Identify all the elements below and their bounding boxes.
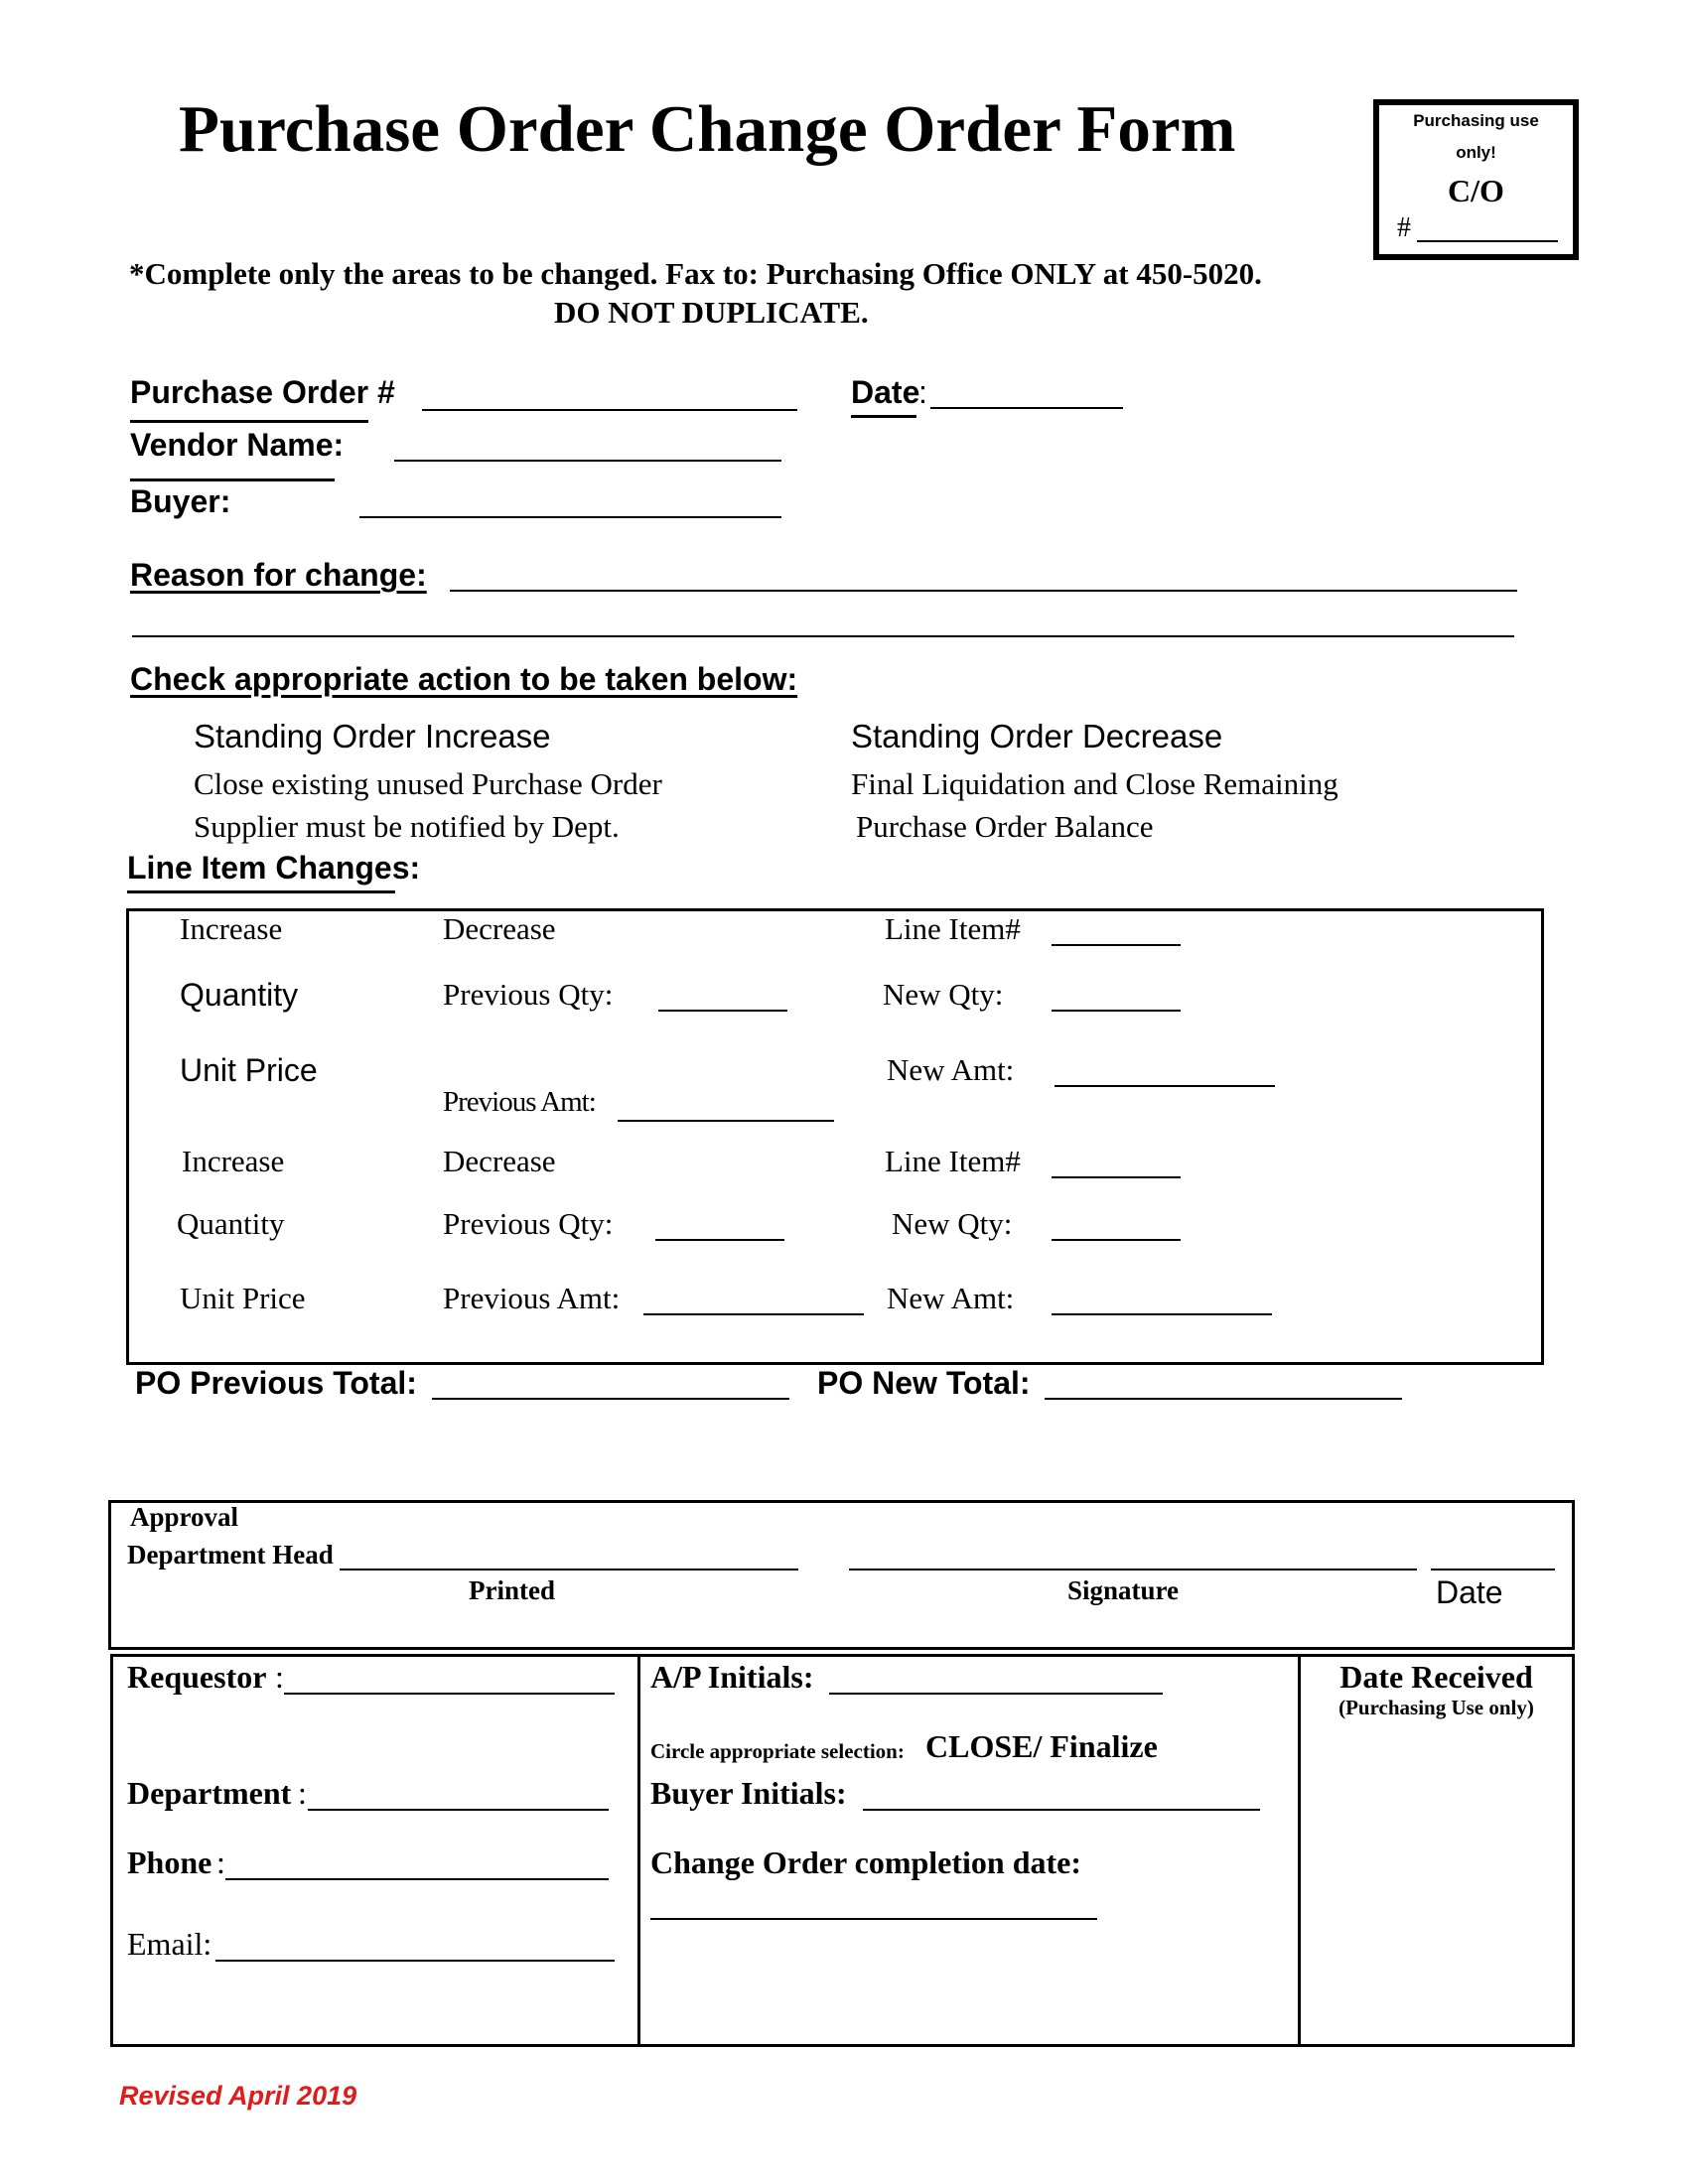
standing-order-increase[interactable]: Standing Order Increase	[194, 718, 551, 754]
department-field[interactable]	[308, 1809, 609, 1811]
new-amt-label-2: New Amt:	[887, 1281, 1015, 1315]
decrease-option-2[interactable]: Decrease	[443, 1144, 556, 1178]
date-field[interactable]	[930, 407, 1123, 409]
purchasing-use-only-note: (Purchasing Use only)	[1338, 1696, 1534, 1719]
po-number-label: Purchase Order #	[130, 374, 395, 410]
new-qty-field-2[interactable]	[1052, 1239, 1181, 1241]
ap-initials-label: A/P Initials:	[650, 1659, 814, 1695]
buyer-initials-label: Buyer Initials:	[650, 1775, 847, 1811]
line-item-number-label-1: Line Item#	[885, 911, 1021, 946]
purchasing-use-box	[1373, 99, 1579, 260]
line-item-box	[126, 908, 1544, 1365]
email-field[interactable]	[215, 1960, 615, 1962]
completion-date-field[interactable]	[650, 1918, 1097, 1920]
buyer-field[interactable]	[359, 516, 781, 518]
co-number-label: #	[1397, 212, 1411, 243]
new-amt-label-1: New Amt:	[887, 1052, 1015, 1087]
quantity-option-2[interactable]: Quantity	[177, 1206, 285, 1241]
revised-date: Revised April 2019	[119, 2081, 357, 2111]
approval-box	[108, 1500, 1575, 1650]
phone-field[interactable]	[225, 1878, 609, 1880]
date-label: Date	[851, 374, 920, 410]
vendor-label-rule	[130, 478, 335, 481]
new-qty-label-1: New Qty:	[883, 977, 1004, 1012]
previous-amt-field-1[interactable]	[618, 1120, 834, 1122]
date-received-label: Date Received	[1339, 1659, 1533, 1695]
phone-colon: :	[216, 1844, 225, 1880]
previous-amt-label-1: Previous Amt:	[443, 1086, 596, 1118]
department-head-printed-field[interactable]	[340, 1569, 798, 1570]
line-item-changes-heading: Line Item Changes:	[127, 850, 421, 886]
co-number-field[interactable]	[1417, 240, 1558, 242]
circle-selection-label: Circle appropriate selection:	[650, 1739, 905, 1763]
printed-caption: Printed	[469, 1575, 555, 1605]
vendor-name-label: Vendor Name:	[130, 427, 345, 463]
previous-amt-field-2[interactable]	[643, 1313, 864, 1315]
previous-qty-field-1[interactable]	[658, 1010, 787, 1012]
line-item-number-field-1[interactable]	[1052, 944, 1181, 946]
check-action-heading: Check appropriate action to be taken below:	[130, 661, 798, 697]
quantity-option-1[interactable]: Quantity	[180, 977, 299, 1013]
purchasing-use-label: Purchasing use	[1413, 111, 1539, 130]
reason-field-line-2[interactable]	[132, 635, 1514, 637]
reason-label: Reason for change:	[130, 557, 427, 593]
new-qty-label-2: New Qty:	[892, 1206, 1013, 1241]
date-colon: :	[918, 374, 927, 410]
standing-order-decrease[interactable]: Standing Order Decrease	[851, 718, 1223, 754]
department-head-label: Department Head	[127, 1540, 334, 1570]
signature-caption: Signature	[1067, 1575, 1180, 1605]
department-colon: :	[298, 1775, 307, 1811]
date-label-rule	[851, 415, 916, 418]
unit-price-option-1[interactable]: Unit Price	[180, 1052, 318, 1088]
previous-qty-label-1: Previous Qty:	[443, 977, 614, 1012]
final-liquidation[interactable]: Final Liquidation and Close Remaining	[851, 766, 1338, 801]
phone-label: Phone	[127, 1844, 212, 1880]
line-item-number-field-2[interactable]	[1052, 1176, 1181, 1178]
requestor-colon: :	[275, 1659, 284, 1695]
department-head-signature-field[interactable]	[849, 1569, 1417, 1570]
change-order-label: C/O	[1448, 173, 1504, 208]
department-label: Department	[127, 1775, 292, 1811]
po-label-rule	[130, 420, 368, 423]
increase-option-2[interactable]: Increase	[182, 1144, 285, 1178]
close-unused-po-note: Supplier must be notified by Dept.	[194, 809, 620, 844]
po-previous-total-field[interactable]	[432, 1398, 789, 1400]
buyer-initials-field[interactable]	[863, 1809, 1260, 1811]
ap-initials-field[interactable]	[829, 1693, 1163, 1695]
requestor-label: Requestor	[127, 1659, 267, 1695]
line-item-number-label-2: Line Item#	[885, 1144, 1021, 1178]
reason-field[interactable]	[450, 590, 1517, 592]
unit-price-option-2[interactable]: Unit Price	[180, 1281, 306, 1315]
po-previous-total-label: PO Previous Total:	[135, 1365, 417, 1401]
po-number-field[interactable]	[422, 409, 797, 411]
department-head-date-field[interactable]	[1431, 1569, 1555, 1570]
previous-qty-label-2: Previous Qty:	[443, 1206, 614, 1241]
bottom-divider-1	[637, 1654, 640, 2047]
increase-option-1[interactable]: Increase	[180, 911, 283, 946]
decrease-option-1[interactable]: Decrease	[443, 911, 556, 946]
buyer-label: Buyer:	[130, 483, 231, 519]
new-qty-field-1[interactable]	[1052, 1010, 1181, 1012]
vendor-name-field[interactable]	[394, 460, 781, 462]
completion-date-label: Change Order completion date:	[650, 1844, 1082, 1880]
page-title: Purchase Order Change Order Form	[179, 92, 1236, 166]
requestor-field[interactable]	[284, 1693, 615, 1695]
close-finalize-option[interactable]: CLOSE/ Finalize	[925, 1728, 1158, 1764]
email-label: Email:	[127, 1926, 212, 1962]
date-caption: Date	[1436, 1574, 1503, 1610]
line-item-heading-rule	[127, 890, 395, 893]
close-unused-po[interactable]: Close existing unused Purchase Order	[194, 766, 662, 801]
po-new-total-label: PO New Total:	[817, 1365, 1031, 1401]
final-liquidation-note: Purchase Order Balance	[856, 809, 1154, 844]
po-new-total-field[interactable]	[1045, 1398, 1402, 1400]
purchasing-only-label: only!	[1456, 143, 1496, 162]
previous-amt-label-2: Previous Amt:	[443, 1281, 621, 1315]
previous-qty-field-2[interactable]	[655, 1239, 784, 1241]
do-not-duplicate: DO NOT DUPLICATE.	[554, 295, 869, 330]
new-amt-field-1[interactable]	[1055, 1085, 1275, 1087]
new-amt-field-2[interactable]	[1052, 1313, 1272, 1315]
approval-label: Approval	[130, 1502, 239, 1532]
instructions-line: *Complete only the areas to be changed. Fax to: Purchasing Office ONLY at 450-5020.	[129, 256, 1262, 291]
